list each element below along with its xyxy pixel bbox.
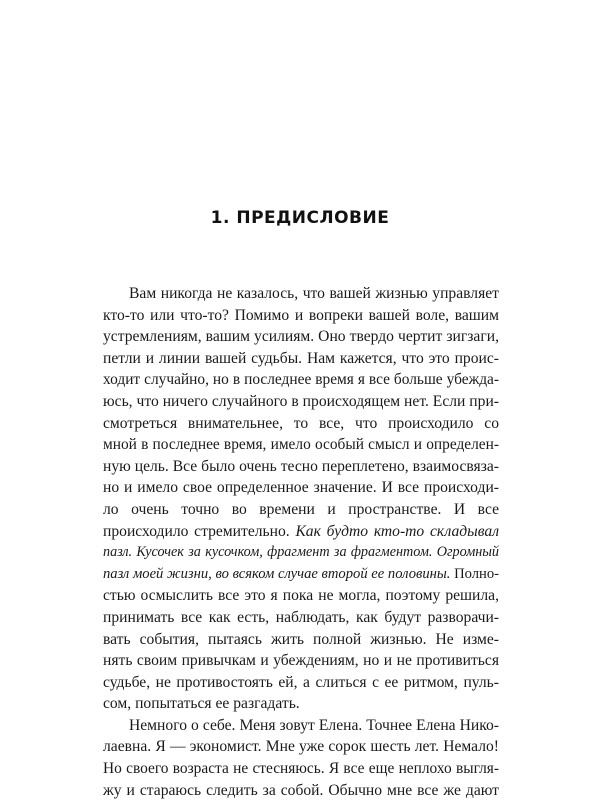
italic-text-segment: Как будто кто-то складывал — [295, 522, 499, 540]
text-line: судьбе, не противостоять ей, а слиться с ее ритмом, пуль- — [103, 673, 499, 691]
text-line: жу и стараюсь следить за собой. Обычно мне все же дают — [103, 781, 499, 799]
text-line: мной в последнее время, имело особый смысл и определен- — [103, 436, 499, 454]
italic-text-line: пазл. Кусочек за кусочком, фрагмент за фрагментом. Огромный — [103, 544, 499, 561]
text-line — [103, 564, 499, 586]
text-line: Но своего возраста не стесняюсь. Я все еще неплохо выгля- — [103, 760, 499, 778]
text-line: ную цель. Все было очень тесно переплетено, взаимосвяза- — [103, 457, 499, 475]
text-line: лаевна. Я — экономист. Мне уже сорок шесть лет. Немало! — [103, 738, 499, 756]
text-line: но и имело свое определенное значение. И все происходи- — [103, 479, 499, 497]
chapter-body — [103, 283, 499, 801]
text-line: принимать все как есть, наблюдать, как будут разворачи- — [103, 608, 499, 626]
text-line: Немного о себе. Меня зовут Елена. Точнее Елена Нико- — [129, 716, 499, 734]
chapter-title: 1. ПРЕДИСЛОВИЕ — [210, 208, 390, 228]
text-line: ходит случайно, но в последнее время я все больше убежда- — [103, 371, 499, 389]
text-line: сом, попытаться ее разгадать. — [103, 695, 300, 713]
text-line: Вам никогда не казалось, что вашей жизнью управляет — [129, 285, 499, 302]
italic-text-segment: пазл моей жизни, во всяком случае второй ее половины. — [103, 565, 451, 582]
text-line: смотреться внимательнее, то все, что происходило со — [103, 414, 499, 432]
text-line: юсь, что ничего случайного в происходящем нет. Если при- — [103, 392, 499, 410]
text-segment: происходило стремительно. — [103, 522, 296, 540]
text-line — [103, 521, 499, 543]
text-line: устремлениям, вашим усилиям. Оно твердо чертит зигзаги, — [103, 328, 499, 346]
text-line: стью осмыслить все это я пока не могла, поэтому решила, — [103, 587, 499, 605]
text-line: нять своим привычкам и убеждениям, но и не противиться — [103, 652, 499, 670]
text-line: ло очень точно во времени и пространстве. И все — [103, 500, 499, 518]
text-line: петли и линии вашей судьбы. Нам кажется, что это проис- — [103, 349, 499, 367]
text-segment: Полно- — [450, 565, 499, 582]
text-line: вать события, пытаясь жить полной жизнью. Не изме- — [103, 630, 499, 648]
text-line: кто-то или что-то? Помимо и вопреки вашей воле, вашим — [103, 306, 499, 324]
